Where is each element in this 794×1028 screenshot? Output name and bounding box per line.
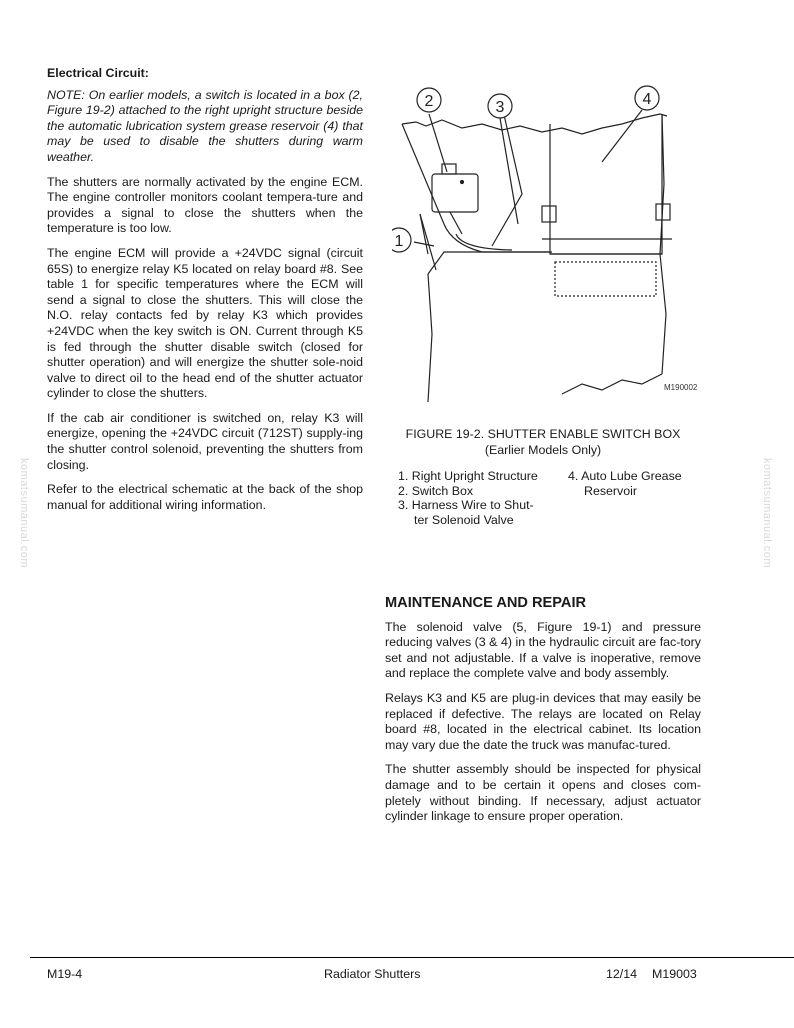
footer-page-number: M19-4: [47, 967, 83, 981]
svg-text:1: 1: [394, 233, 404, 250]
legend-item-4-cont: Reservoir: [584, 483, 638, 498]
body-paragraph: The solenoid valve (5, Figure 19-1) and pressure reducing valves (3 & 4) in the hydraulic circuit are fac-tory set and not adjustable. If a valve is inoperative, remove and replace the complete valve and body assembly.: [385, 619, 701, 681]
legend-item-1: 1. Right Upright Structure: [398, 469, 538, 483]
figure-caption: [385, 427, 701, 458]
svg-text:3: 3: [495, 99, 505, 116]
switch-box-figure: [392, 84, 698, 402]
legend-item-4: 4. Auto Lube Grease: [568, 469, 682, 483]
legend-item-3: 3. Harness Wire to Shut-: [398, 498, 534, 513]
body-paragraph: The shutters are normally activated by the engine ECM. The engine controller monitors coolant tempera-ture and provides a signal to close the shutters when the temperature is too low.: [47, 174, 363, 236]
footer-date: 12/14: [606, 967, 638, 981]
svg-text:4: 4: [642, 91, 652, 108]
legend-column-1: [398, 469, 558, 527]
svg-text:2: 2: [424, 93, 434, 110]
figure-illustration: [392, 84, 698, 402]
legend-column-2: [568, 469, 703, 498]
footer-doc-number: M19003: [652, 967, 697, 981]
body-paragraph: If the cab air conditioner is switched on, relay K3 will energize, opening the +24VDC circuit (712ST) supply-ing the shutter control solenoid, preventing the shutters from closing.: [47, 410, 363, 472]
callout-4: [635, 86, 659, 110]
figure-caption-subtitle: (Earlier Models Only): [484, 442, 602, 457]
legend-item-2: 2. Switch Box: [398, 483, 474, 498]
body-paragraph: Refer to the electrical schematic at the back of the shop manual for additional wiring information.: [47, 482, 363, 512]
legend-item-3-cont: ter Solenoid Valve: [414, 512, 514, 527]
body-paragraph: The shutter assembly should be inspected for physical damage and to be certain it opens and closes com-pletely without binding. If necessary, adjust actuator cylinder linkage to ensure proper operation.: [385, 762, 701, 824]
callout-2: [417, 88, 441, 112]
callout-3: [488, 94, 512, 118]
body-paragraph: The engine ECM will provide a +24VDC signal (circuit 65S) to energize relay K5 located on relay board #8. See table 1 for specific temperatures where the ECM will send a signal to close the shutters. This will close the N.O. relay contacts fed by relay K3 which provides +24VDC when the key switch is ON. Current through K5 is fed through the shutter disable switch (closed for shutter operation) and will energize the shutter sole-noid valve to direct oil to the head end of the shutter actuator cylinder to close the shutters.: [47, 245, 363, 401]
maintenance-heading: MAINTENANCE AND REPAIR: [385, 595, 587, 611]
watermark-right: komatsumanual.com: [761, 458, 773, 568]
figure-code: M190002: [664, 383, 698, 392]
callout-1: [392, 228, 411, 252]
note-paragraph: NOTE: On earlier models, a switch is located in a box (2, Figure 19-2) attached to the right upright structure beside the automatic lubrication system grease reservoir (4) that may be used to disable the shutters during warm weather.: [47, 87, 363, 164]
electrical-circuit-heading: Electrical Circuit:: [47, 66, 149, 80]
footer-rule: [30, 957, 794, 958]
figure-caption-title: FIGURE 19-2. SHUTTER ENABLE SWITCH BOX: [405, 427, 681, 441]
body-paragraph: Relays K3 and K5 are plug-in devices that may easily be replaced if defective. The relays are located on Relay board #8, located in the electrical cabinet. Its location may vary due the date the truck was manufac-tured.: [385, 690, 701, 752]
right-column: [385, 596, 701, 834]
watermark-left: komatsumanual.com: [18, 458, 30, 568]
left-column: [47, 66, 363, 522]
footer-title: Radiator Shutters: [324, 967, 421, 981]
